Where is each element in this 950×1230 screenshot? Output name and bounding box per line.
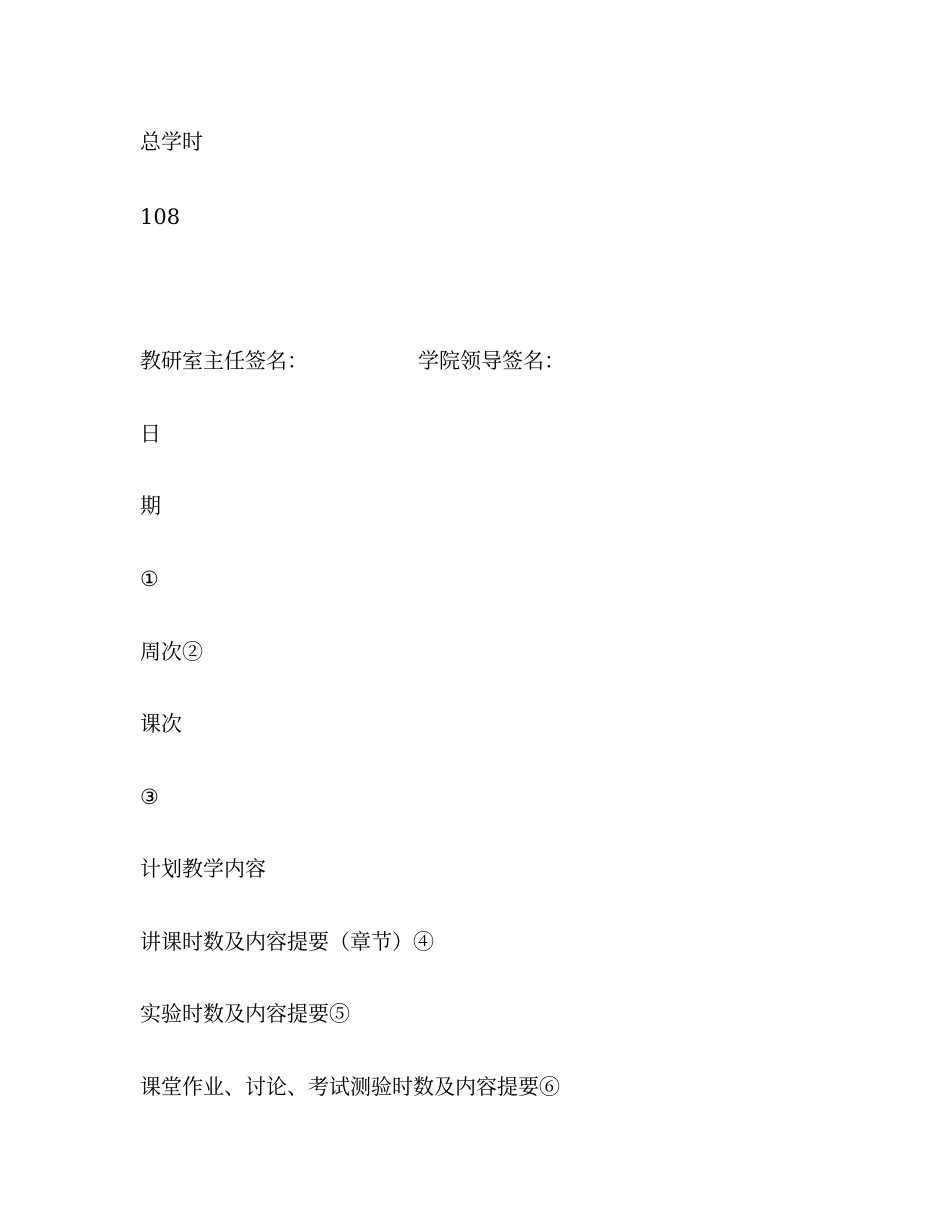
date-header-note: ① (140, 567, 159, 591)
dean-signature-label: 学院领导签名： (418, 349, 565, 373)
date-header-char-2: 期 (140, 494, 161, 518)
date-header-char-1: 日 (140, 422, 161, 446)
total-hours-value: 108 (140, 205, 181, 229)
week-header: 周次② (140, 640, 203, 664)
total-hours-label: 总学时 (140, 130, 203, 154)
lecture-hours-header: 讲课时数及内容提要（章节）④ (140, 930, 434, 954)
lesson-header-note: ③ (140, 785, 159, 809)
classwork-hours-header: 课堂作业、讨论、考试测验时数及内容提要⑥ (140, 1075, 560, 1099)
director-signature-label: 教研室主任签名： (140, 349, 308, 373)
signature-line (140, 347, 565, 375)
lesson-header: 课次 (140, 712, 182, 736)
planned-content-header: 计划教学内容 (140, 857, 266, 881)
lab-hours-header: 实验时数及内容提要⑤ (140, 1002, 350, 1026)
